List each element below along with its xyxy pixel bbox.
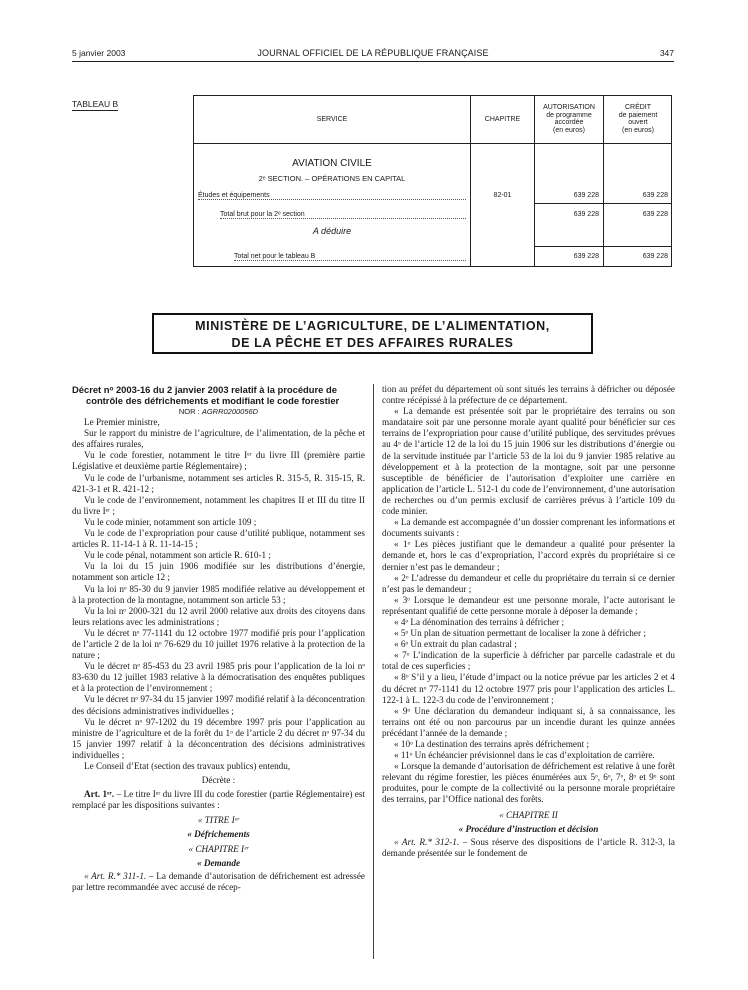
paragraph: Vu la loi nᵒ 85-30 du 9 janvier 1985 modifiée relative au développement et à la protection de la montagne, notamment son article 53 ; — [72, 583, 365, 605]
paragraph: « 6ᵒ Un extrait du plan cadastral ; — [394, 639, 517, 650]
paragraph: « La demande est accompagnée d’un dossier comprenant les informations et documents suivants : — [382, 517, 675, 539]
chapitre-2-heading: « CHAPITRE II — [499, 809, 558, 820]
paragraph: « 3ᵒ Lorsque le demandeur est une personne morale, l’acte autorisant le représentant qualifié de cette personne morale à déposer la demande ; — [382, 594, 675, 616]
paragraph: Vu le décret nᵒ 97-34 du 15 janvier 1997 modifié relatif à la déconcentration des décisions administratives individuelles ; — [72, 694, 365, 716]
paragraph: « 2ᵒ L’adresse du demandeur et celle du propriétaire du terrain si ce dernier n’est pas le demandeur ; — [382, 572, 675, 594]
titre-heading: « TITRE Iᵉʳ — [197, 815, 240, 826]
total-net-autorisation: 639 228 — [573, 253, 599, 260]
defrichements-heading: « Défrichements — [187, 829, 250, 840]
paragraph: Vu le code de l’expropriation pour cause d’utilité publique, notamment ses articles R. 11-14-1 à R. 11-14-15 ; — [72, 528, 365, 550]
table-row-label: Études et équipements — [198, 192, 466, 200]
table-row-chapitre: 82-01 — [493, 192, 512, 199]
nor-reference: NOR : AGRR0200056D — [178, 407, 259, 416]
decrete-label: Décrète : — [201, 775, 236, 786]
col-header-credit: CRÉDIT de paiement ouvert (en euros) — [618, 104, 658, 134]
col-header-chapitre: CHAPITRE — [484, 116, 521, 123]
paragraph: Vu le décret nᵒ 97-1202 du 19 décembre 1997 pris pour l’application au ministre de l’agriculture et de la forêt du 1ᵒ de l’article 2 du décret nᵒ 97-34 du 15 janvier 1997 relatif à la déconcentration des décisions administratives individuelles ; — [72, 716, 365, 760]
paragraph: « 5ᵒ Un plan de situation permettant de localiser la zone à défricher ; — [394, 628, 646, 639]
left-column — [72, 384, 365, 893]
column-divider — [373, 384, 374, 959]
paragraph: Le Conseil d’Etat (section des travaux publics) entendu, — [84, 761, 291, 771]
total-net-label: Total net pour le tableau B — [234, 253, 466, 261]
table-row-credit: 639 228 — [642, 211, 668, 218]
table-row-autorisation: 639 228 — [573, 192, 599, 199]
decree-title: Décret nᵒ 2003-16 du 2 janvier 2003 relatif à la procédure de contrôle des défrichements et modifiant le code forestier — [72, 384, 340, 406]
section-subtitle: 2ᵉ SECTION. – OPÉRATIONS EN CAPITAL — [258, 174, 406, 183]
right-column — [382, 384, 675, 859]
paragraph: Vu le code forestier, notamment le titre Iᵉʳ du livre III (première partie Législative et deuxième partie Réglementaire) ; — [72, 450, 365, 472]
paragraph: Vu le décret nᵒ 77-1141 du 12 octobre 1977 modifié pris pour l’application de l’article 2 de la loi nᵒ 76-629 du 10 juillet 1976 relative à la protection de la nature ; — [72, 627, 365, 661]
chapitre-heading: « CHAPITRE Iᵉʳ — [188, 843, 249, 854]
section-title: AVIATION CIVILE — [292, 158, 372, 169]
paragraph: « 4ᵒ La dénomination des terrains à défricher ; — [394, 616, 565, 627]
ministry-line-1: MINISTÈRE DE L’AGRICULTURE, DE L’ALIMENTATION, — [195, 319, 550, 333]
table-row-credit: 639 228 — [642, 192, 668, 199]
a-deduire-label: A déduire — [312, 226, 352, 236]
paragraph: Le Premier ministre, — [84, 417, 160, 428]
header-date: 5 janvier 2003 — [72, 48, 126, 58]
paragraph: « 8ᵒ S’il y a lieu, l’étude d’impact ou la notice prévue par les articles 2 et 4 du décret nᵒ 77-1141 du 12 octobre 1977 pris pour l’application des articles L. 122-1 à L. 122-3 du code de l’environnement ; — [382, 672, 675, 705]
tableau-label: TABLEAU B — [72, 99, 119, 109]
paragraph: Vu le code pénal, notamment son article R. 610-1 ; — [84, 550, 271, 561]
paragraph: « 10ᵒ La destination des terrains après défrichement ; — [394, 739, 590, 749]
demande-heading: « Demande — [196, 857, 241, 868]
paragraph: « 1ᵒ Les pièces justifiant que le demandeur a qualité pour présenter la demande et, hors le cas d’expropriation, l’accord exprès du propriétaire si ce dernier n’est pas le demandeur ; — [382, 539, 675, 572]
paragraph: tion au préfet du département où sont situés les terrains à défricher ou déposée contre récépissé à la préfecture de ce département. — [382, 384, 675, 406]
paragraph: « 7ᵒ L’indication de la superficie à défricher par parcelle cadastrale et du total de ces superficies ; — [382, 650, 675, 672]
header-journal-title: JOURNAL OFFICIEL DE LA RÉPUBLIQUE FRANÇAISE — [257, 48, 489, 58]
paragraph: « 9ᵒ Une déclaration du demandeur indiquant si, à sa connaissance, les terrains ont été ou non parcourus par un incendie durant les quinze années précédant l’année de la demande ; — [382, 705, 675, 738]
paragraph: Vu le code minier, notamment son article 109 ; — [84, 516, 257, 527]
ministry-heading — [152, 313, 593, 354]
paragraph: Vu la loi du 15 juin 1906 modifiée sur les distributions d’énergie, notamment son article 12 ; — [72, 561, 365, 583]
article-1: Art. 1ᵉʳ. – Le titre Iᵉʳ du livre III du code forestier (partie Réglementaire) est remplacé par les dispositions suivantes : — [72, 789, 365, 811]
article-r312-1: « Art. R.* 312-1. – Sous réserve des dispositions de l’article R. 312-3, la demande présentée sur le fondement de — [382, 836, 675, 858]
paragraph: « 11ᵒ Un échéancier prévisionnel dans le cas d’exploitation de carrière. — [394, 750, 655, 761]
table-row-autorisation: 639 228 — [573, 211, 599, 218]
paragraph: Vu le décret nᵒ 85-453 du 23 avril 1985 pris pour l’application de la loi nᵒ 83-630 du 12 juillet 1983 relative à la démocratisation des enquêtes publiques et à la protection de l’environnement ; — [72, 661, 365, 694]
col-header-autorisation: AUTORISATION de programme accordée (en euros) — [543, 104, 595, 134]
article-r311-1: « Art. R.* 311-1. – La demande d’autorisation de défrichement est adressée par lettre recommandée avec accusé de récep- — [72, 870, 365, 892]
total-net-credit: 639 228 — [642, 253, 668, 260]
page-header — [72, 48, 674, 62]
paragraph: « La demande est présentée soit par le propriétaire des terrains ou son mandataire soit par une personne morale ayant qualité pour bénéficier sur ces terrains de l’expropriation pour cause d’utilité publique, des servitudes prévues au 4ᵒ de l’article 12 de la loi du 15 juin 1906 sur les distributions d’énergie ou de la servitude instituée par l’article 53 de la loi du 9 janvier 1985 relative au développement et à la protection de la montagne, soit par une personne susceptible de bénéficier de l’autorisation d’exploiter une carrière en application de l’article L. 512-1 du code de l’environnement, d’une autorisation de recherches ou d’un permis exclusif de carrières prévus à l’article 109 du code minier. — [382, 406, 675, 517]
paragraph: « Lorsque la demande d’autorisation de défrichement est relative à une forêt relevant du régime forestier, les pièces énumérées aux 5ᵒ, 6ᵒ, 7ᵒ, 8ᵒ et 9ᵒ sont produites, pour le compte de la collectivité ou la personne morale propriétaire des terrains, par l’Office national des forêts. — [382, 761, 675, 805]
col-header-service: SERVICE — [316, 116, 348, 123]
header-page-number: 347 — [659, 48, 674, 58]
paragraph: Sur le rapport du ministre de l’agriculture, de l’alimentation, de la pêche et des affaires rurales, — [72, 428, 365, 450]
budget-table — [193, 95, 672, 267]
table-row-label: Total brut pour la 2ᵉ section — [220, 211, 466, 219]
paragraph: Vu la loi nᵒ 2000-321 du 12 avril 2000 relative aux droits des citoyens dans leurs relations avec les administrations ; — [72, 605, 365, 627]
ministry-line-2: DE LA PÊCHE ET DES AFFAIRES RURALES — [231, 336, 514, 350]
paragraph: Vu le code de l’environnement, notamment les chapitres II et III du titre II du livre Iᵉʳ ; — [72, 494, 365, 516]
paragraph: Vu le code de l’urbanisme, notamment ses articles R. 315-5, R. 315-15, R. 421-3-1 et R. 421-12 ; — [72, 472, 365, 494]
procedure-heading: « Procédure d’instruction et décision — [458, 823, 599, 834]
